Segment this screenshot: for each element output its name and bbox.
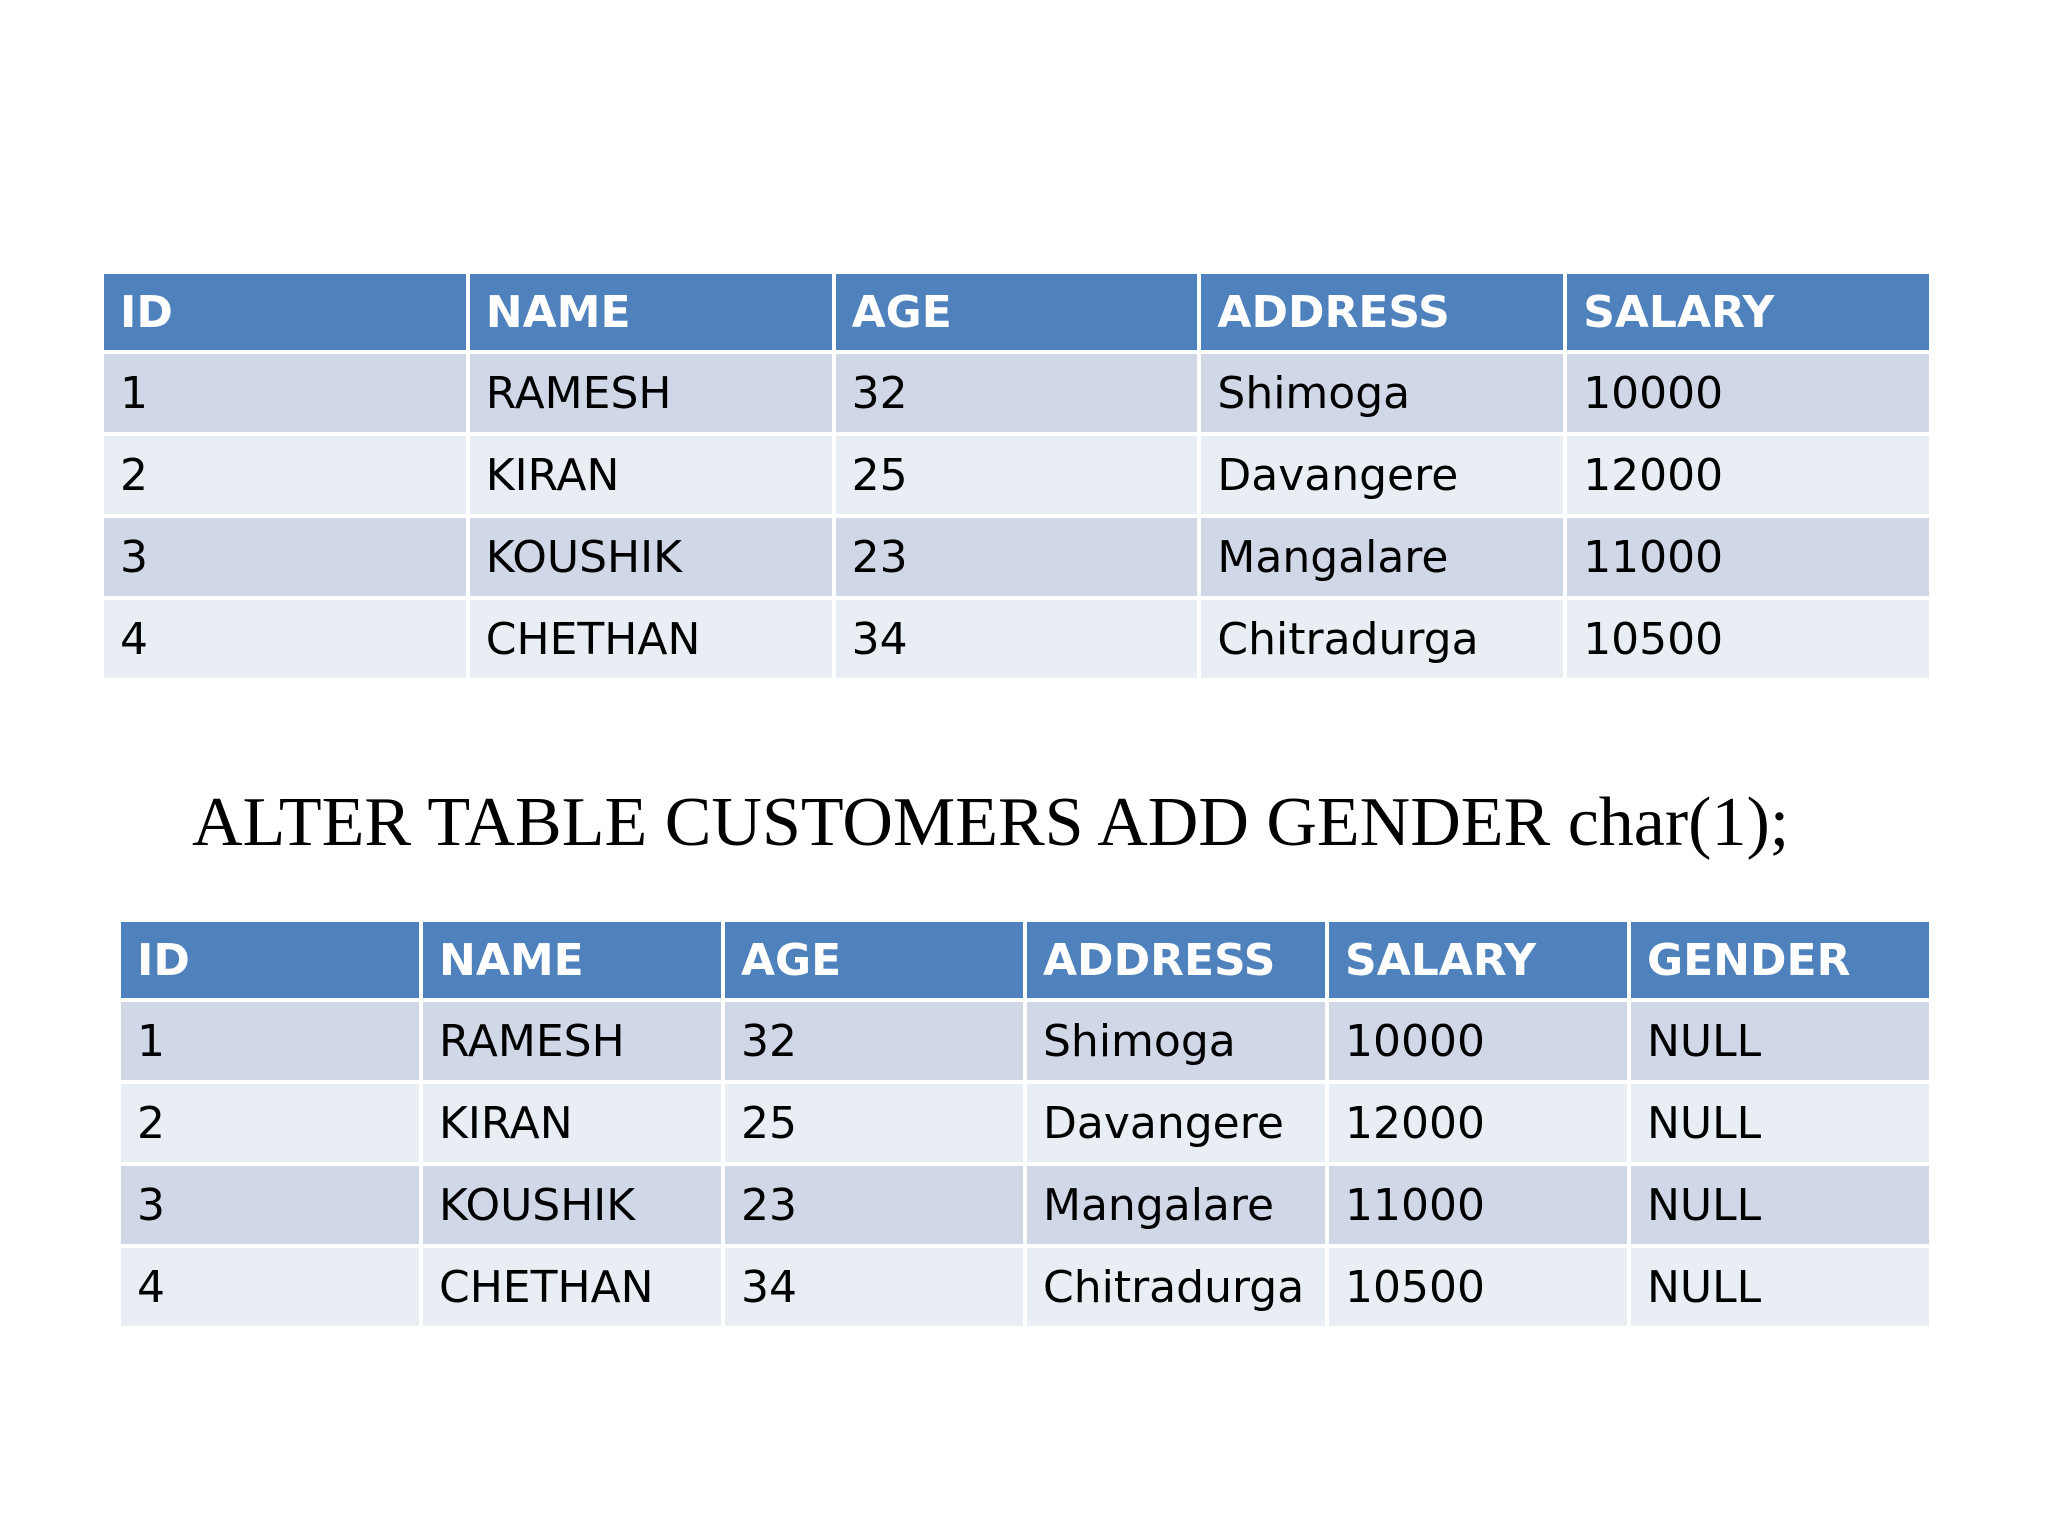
column-header-address: ADDRESS bbox=[1027, 922, 1325, 998]
cell-name: KIRAN bbox=[470, 436, 832, 514]
cell-age: 25 bbox=[725, 1084, 1023, 1162]
table-row bbox=[104, 600, 1929, 678]
cell-gender: NULL bbox=[1631, 1002, 1929, 1080]
cell-address: Shimoga bbox=[1201, 354, 1563, 432]
cell-salary: 11000 bbox=[1329, 1166, 1627, 1244]
customers-table-before bbox=[100, 270, 1933, 682]
column-header-address: ADDRESS bbox=[1201, 274, 1563, 350]
column-header-salary: SALARY bbox=[1329, 922, 1627, 998]
cell-salary: 11000 bbox=[1567, 518, 1929, 596]
cell-id: 4 bbox=[104, 600, 466, 678]
cell-age: 25 bbox=[836, 436, 1198, 514]
column-header-age: AGE bbox=[836, 274, 1198, 350]
cell-id: 1 bbox=[104, 354, 466, 432]
cell-salary: 10000 bbox=[1567, 354, 1929, 432]
cell-id: 3 bbox=[104, 518, 466, 596]
cell-name: CHETHAN bbox=[423, 1248, 721, 1326]
cell-age: 32 bbox=[836, 354, 1198, 432]
customers-table-after bbox=[117, 918, 1933, 1330]
cell-id: 3 bbox=[121, 1166, 419, 1244]
cell-name: KOUSHIK bbox=[423, 1166, 721, 1244]
cell-id: 2 bbox=[121, 1084, 419, 1162]
cell-salary: 10500 bbox=[1567, 600, 1929, 678]
cell-gender: NULL bbox=[1631, 1084, 1929, 1162]
cell-age: 34 bbox=[836, 600, 1198, 678]
table-row bbox=[121, 1002, 1929, 1080]
cell-id: 2 bbox=[104, 436, 466, 514]
cell-address: Shimoga bbox=[1027, 1002, 1325, 1080]
cell-address: Mangalare bbox=[1201, 518, 1563, 596]
table-header-row bbox=[104, 274, 1929, 350]
cell-name: CHETHAN bbox=[470, 600, 832, 678]
cell-salary: 10500 bbox=[1329, 1248, 1627, 1326]
cell-id: 4 bbox=[121, 1248, 419, 1326]
sql-statement: ALTER TABLE CUSTOMERS ADD GENDER char(1); bbox=[192, 784, 1790, 861]
cell-name: KIRAN bbox=[423, 1084, 721, 1162]
table-row bbox=[121, 1084, 1929, 1162]
column-header-age: AGE bbox=[725, 922, 1023, 998]
column-header-name: NAME bbox=[423, 922, 721, 998]
cell-name: KOUSHIK bbox=[470, 518, 832, 596]
cell-salary: 10000 bbox=[1329, 1002, 1627, 1080]
column-header-name: NAME bbox=[470, 274, 832, 350]
cell-id: 1 bbox=[121, 1002, 419, 1080]
table-row bbox=[104, 354, 1929, 432]
cell-age: 32 bbox=[725, 1002, 1023, 1080]
cell-gender: NULL bbox=[1631, 1166, 1929, 1244]
cell-age: 23 bbox=[836, 518, 1198, 596]
cell-address: Chitradurga bbox=[1201, 600, 1563, 678]
cell-address: Davangere bbox=[1201, 436, 1563, 514]
cell-gender: NULL bbox=[1631, 1248, 1929, 1326]
table-header-row bbox=[121, 922, 1929, 998]
cell-address: Mangalare bbox=[1027, 1166, 1325, 1244]
table-row bbox=[121, 1166, 1929, 1244]
cell-age: 23 bbox=[725, 1166, 1023, 1244]
column-header-id: ID bbox=[104, 274, 466, 350]
table-row bbox=[104, 518, 1929, 596]
cell-salary: 12000 bbox=[1329, 1084, 1627, 1162]
column-header-salary: SALARY bbox=[1567, 274, 1929, 350]
table-row bbox=[104, 436, 1929, 514]
column-header-gender: GENDER bbox=[1631, 922, 1929, 998]
cell-salary: 12000 bbox=[1567, 436, 1929, 514]
cell-age: 34 bbox=[725, 1248, 1023, 1326]
cell-name: RAMESH bbox=[423, 1002, 721, 1080]
cell-address: Chitradurga bbox=[1027, 1248, 1325, 1326]
table-row bbox=[121, 1248, 1929, 1326]
column-header-id: ID bbox=[121, 922, 419, 998]
cell-address: Davangere bbox=[1027, 1084, 1325, 1162]
cell-name: RAMESH bbox=[470, 354, 832, 432]
